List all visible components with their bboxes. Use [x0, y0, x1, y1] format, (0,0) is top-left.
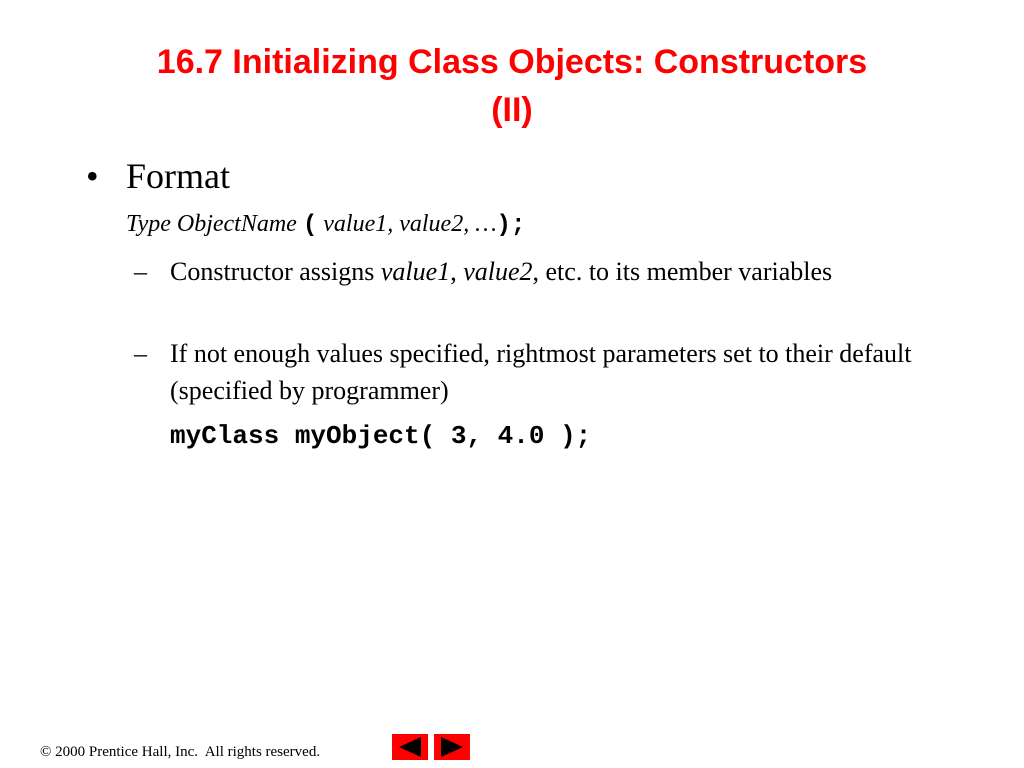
next-slide-button[interactable]: [434, 734, 470, 760]
format-args: value1, value2, …: [323, 211, 497, 237]
sub-bullet-text: If not enough values specified, rightmost parameters set to their default (specified by programmer): [170, 339, 912, 405]
sub-bullet-dash: –: [134, 257, 147, 286]
format-open-paren: (: [302, 212, 318, 239]
sub-bullet-dash: –: [134, 339, 147, 368]
slide-title-line2: (II): [491, 91, 533, 129]
bullet-symbol: •: [86, 156, 99, 196]
sub-bullet-constructor-assigns: [134, 253, 934, 290]
left-arrow-icon: [399, 737, 421, 757]
format-syntax: [126, 209, 525, 241]
copyright-footer: © 2000 Prentice Hall, Inc. All rights reserved.: [40, 744, 321, 760]
slide-title-line1: 16.7 Initializing Class Objects: Constructors: [156, 43, 868, 81]
sub1-comma: ,: [450, 257, 464, 286]
sub1-value2: value2: [463, 257, 533, 286]
sub-bullet-text: [170, 253, 934, 290]
sub1-text-before: Constructor assigns: [170, 257, 381, 286]
previous-slide-button[interactable]: [392, 734, 428, 760]
sub1-text-after: , etc. to its member variables: [532, 257, 833, 286]
slide-title: [40, 38, 984, 134]
sub1-value1: value1: [380, 257, 451, 286]
sub-bullet-default-values: [134, 335, 934, 409]
format-type-name: Type ObjectName: [126, 211, 297, 237]
format-close: );: [496, 212, 526, 239]
bullet-text: Format: [126, 156, 230, 196]
right-arrow-icon: [441, 737, 463, 757]
code-example: myClass myObject( 3, 4.0 );: [170, 421, 592, 451]
bullet-item-format: [86, 156, 230, 196]
